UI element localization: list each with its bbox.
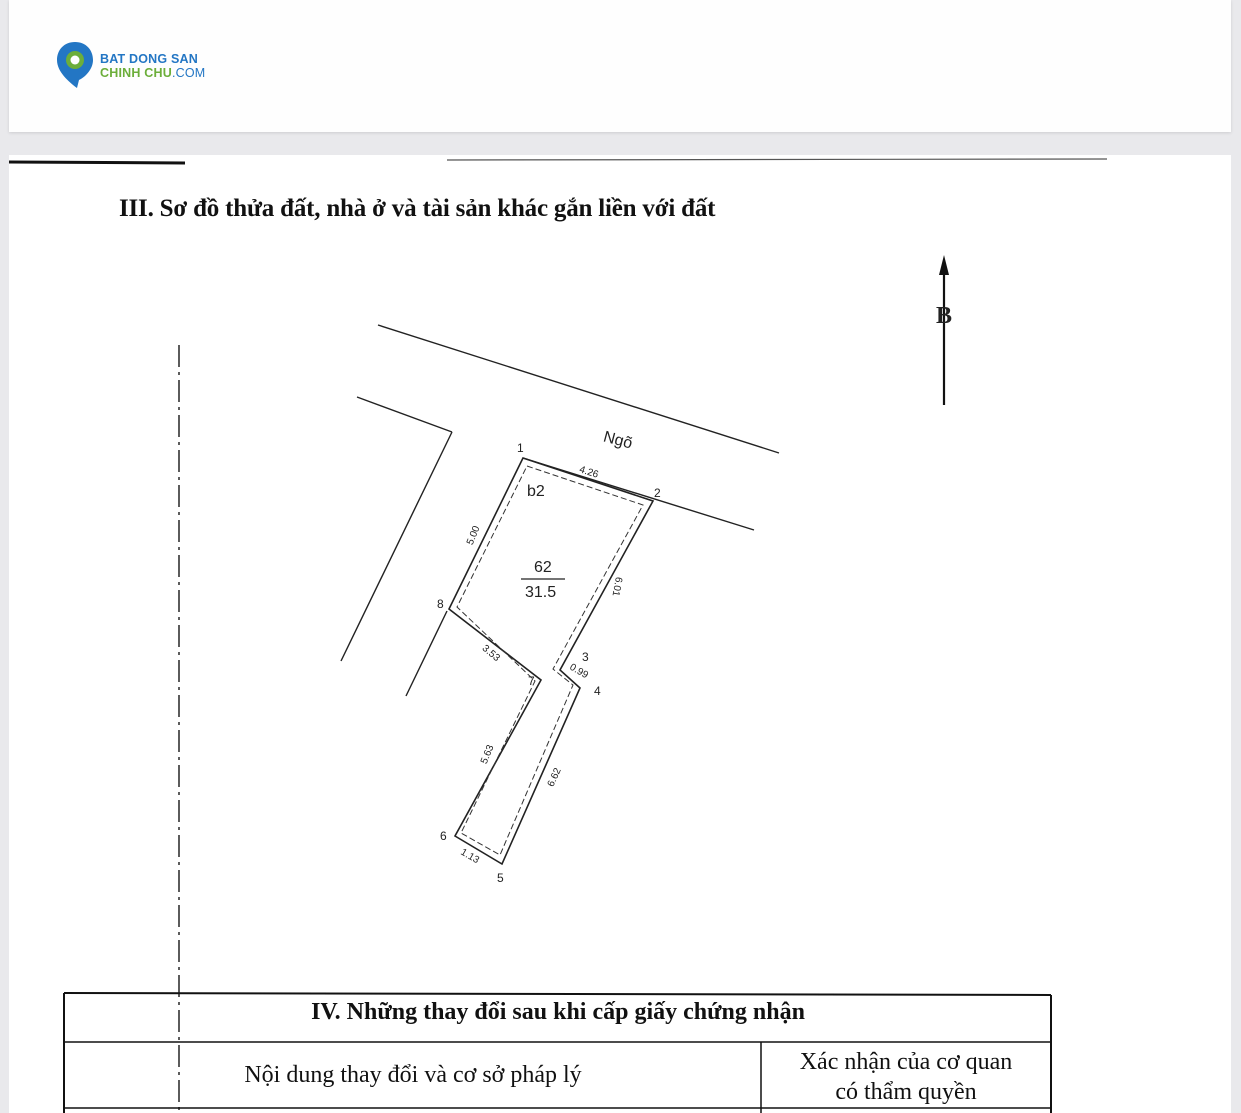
logo-line1: BAT DONG SAN (100, 52, 198, 66)
column-header-confirmation (761, 1047, 1051, 1107)
edge-2-3-length: 6.01 (609, 575, 624, 598)
changes-table-grid (9, 155, 1231, 1113)
edge-1-2-length: 4.26 (577, 464, 600, 481)
vertex-8: 8 (437, 597, 444, 611)
certificate-page (9, 155, 1231, 1113)
logo-suffix: .COM (171, 66, 206, 80)
edge-8-1-length: 5.00 (464, 524, 483, 547)
logo-card (9, 0, 1231, 132)
logo-line2 (100, 66, 205, 80)
parcel-area: 31.5 (525, 584, 557, 601)
column-header-confirmation-line2: có thẩm quyền (835, 1079, 977, 1105)
map-pin-icon (55, 40, 95, 90)
edge-7-8-length: 3.53 (479, 643, 502, 664)
vertex-5: 5 (497, 871, 504, 885)
edge-4-5-length: 6.62 (545, 766, 564, 789)
vertex-7: 7 (528, 674, 535, 688)
section-3-title: III. Sơ đồ thửa đất, nhà ở và tài sản khác gắn liền với đất (119, 195, 716, 222)
site-logo[interactable] (55, 40, 225, 92)
logo-line2-main: CHINH CHU (100, 66, 172, 80)
edge-6-7-length: 5.63 (478, 743, 497, 766)
parcel-number: 62 (534, 559, 552, 576)
street-label: Ngõ (601, 428, 635, 453)
edge-5-6-length: 1.13 (458, 846, 481, 867)
section-4-title: IV. Những thay đổi sau khi cấp giấy chứng nhận (311, 999, 805, 1025)
edge-3-4-length: 0.99 (567, 661, 590, 682)
vertex-2: 2 (654, 486, 661, 500)
north-label: B (936, 303, 953, 329)
logo-wordmark (100, 52, 205, 80)
vertex-4: 4 (594, 684, 601, 698)
column-header-confirmation-line1: Xác nhận của cơ quan (799, 1049, 1013, 1075)
vertex-3: 3 (582, 650, 589, 664)
vertex-1: 1 (517, 441, 524, 455)
parcel-code: b2 (527, 483, 545, 500)
column-header-changes: Nội dung thay đổi và cơ sở pháp lý (244, 1062, 582, 1088)
vertex-6: 6 (440, 829, 447, 843)
